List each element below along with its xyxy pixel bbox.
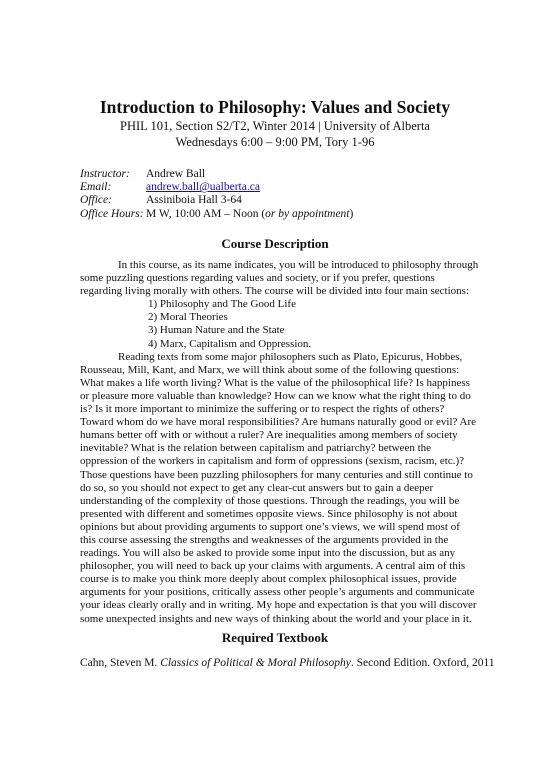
office-hours-close: )	[349, 207, 354, 220]
office-hours-row	[80, 208, 353, 221]
office-hours-label: Office Hours:	[80, 207, 144, 220]
paragraph-line: Rousseau, Mill, Kant, and Marx, we will think about some of the following questions:	[80, 363, 460, 376]
textbook-title: Classics of Political & Moral Philosophy	[160, 657, 351, 669]
paragraph-line: presented with different and sometimes opposite views. Since philosophy is not about	[80, 507, 458, 520]
paragraph-line: or pleasure more valuable than knowledge? How can we know what the right thing to do	[80, 389, 471, 402]
office-hours-text: M W, 10:00 AM – Noon (	[146, 207, 266, 220]
instructor-name: Andrew Ball	[146, 168, 206, 180]
paragraph-line: inevitable? What is the relation between capitalism and patriarchy? between the	[80, 442, 432, 455]
instructor-row	[80, 168, 353, 181]
textbook-author: Cahn, Steven M.	[80, 657, 161, 669]
course-section-item: 4) Marx, Capitalism and Oppression.	[148, 337, 312, 350]
course-description-heading: Course Description	[221, 236, 329, 251]
textbook-citation	[80, 656, 495, 670]
paragraph-line: In this course, as its name indicates, you will be introduced to philosophy through	[118, 259, 479, 271]
course-time-line: Wednesdays 6:00 – 9:00 PM, Tory 1-96	[175, 135, 375, 149]
office-label: Office:	[80, 194, 112, 207]
paragraph-line: arguments for your positions, critically assess other people’s arguments and communicate	[80, 586, 475, 599]
paragraph-line: oppression of the workers in capitalism and form of oppressions (sexism, racism, etc.)?	[80, 455, 464, 468]
instructor-label: Instructor:	[80, 168, 130, 180]
paragraph-line: Those questions have been puzzling philosophers for many centuries and still continue to	[80, 468, 473, 481]
paragraph-line: some puzzling questions regarding values and society, or if you prefer, questions	[80, 272, 435, 285]
email-label: Email:	[80, 181, 112, 194]
office-hours-value	[146, 208, 353, 221]
paragraph-line: Reading texts from some major philosophers such as Plato, Epicurus, Hobbes,	[118, 350, 463, 363]
required-textbook-heading: Required Textbook	[221, 630, 329, 645]
textbook-edition: . Second Edition. Oxford, 2011	[350, 657, 495, 669]
paragraph-line: some unexpected insights and new ways of thinking about the world and your place in it.	[80, 612, 472, 625]
course-section-line: PHIL 101, Section S2/T2, Winter 2014 | University of Alberta	[120, 119, 430, 133]
paragraph-line: regarding living morally with others. The course will be divided into four main sections:	[80, 285, 469, 298]
paragraph-line: philosopher, you will need to back up your claims with arguments. A central aim of this	[80, 560, 466, 573]
email-link[interactable]: andrew.ball@ualberta.ca	[146, 181, 260, 194]
course-section-item: 3) Human Nature and the State	[148, 324, 285, 337]
office-location: Assiniboia Hall 3-64	[146, 194, 242, 207]
paragraph-line: humans better off with or without a ruler? Are inequalities among members of society	[80, 429, 458, 442]
course-title: Introduction to Philosophy: Values and Society	[99, 97, 451, 117]
office-row	[80, 194, 353, 207]
paragraph-line: Toward whom do we have moral responsibilities? Are humans naturally good or evil? Are	[80, 416, 477, 429]
paragraph-line: readings. You will also be asked to provide some input into the discussion, but as any	[80, 547, 456, 560]
paragraph-line: your ideas clearly orally and in writing. My hope and expectation is that you will discover	[80, 599, 477, 612]
paragraph-line: opinions but about providing arguments to support one’s views, we will spend most of	[80, 520, 460, 533]
course-section-item: 1) Philosophy and The Good Life	[148, 298, 296, 311]
paragraph-line: understanding of the complexity of those questions. Through the readings, you will be	[80, 494, 460, 507]
paragraph-line: do so, so you should not expect to get any clear-cut answers but to gain a deeper	[80, 481, 434, 494]
paragraph-line: course is to make you think more deeply about complex philosophical issues, provide	[80, 573, 457, 586]
paragraph-line: is? Is it more important to minimize the suffering or to respect the rights of others?	[80, 403, 445, 416]
office-hours-note: or by appointment	[265, 207, 350, 220]
paragraph-line: this course assessing the strengths and weaknesses of the arguments provided in the	[80, 533, 449, 546]
email-row	[80, 181, 353, 194]
course-description-body	[80, 259, 480, 626]
instructor-info	[80, 168, 353, 221]
course-section-item: 2) Moral Theories	[148, 311, 228, 324]
paragraph-line: What makes a life worth living? What is the value of the philosophical life? Is happiness	[80, 376, 470, 389]
